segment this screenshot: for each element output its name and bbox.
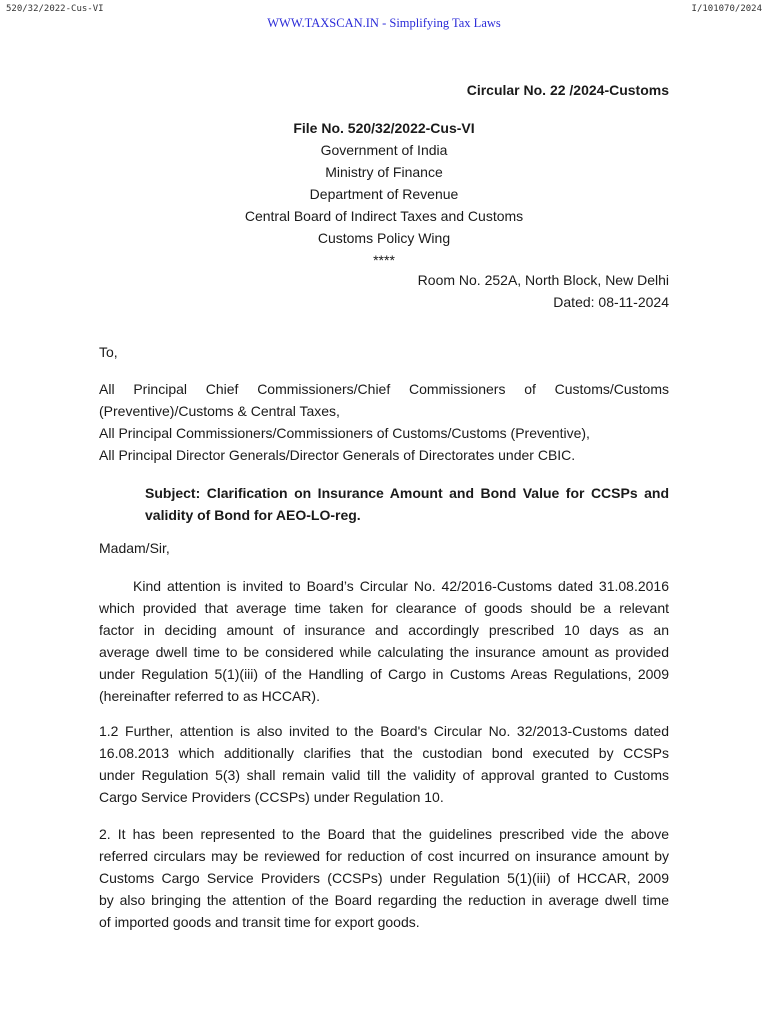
addressee-line: All Principal Commissioners/Commissioners of Customs/Customs (Preventive), — [99, 425, 590, 441]
text-line: under Regulation 5(3) shall remain valid till the validity of approval granted to Customs — [99, 767, 669, 783]
text-line: which provided that average time taken for clearance of goods should be a relevant — [99, 600, 669, 616]
subject-line: Subject: Clarification on Insurance Amount and Bond Value for CCSPs and validity of Bond for AEO-LO-reg. — [145, 485, 669, 523]
authority-line: Customs Policy Wing — [317, 230, 451, 246]
text-line: Kind attention is invited to Board’s Circular No. 42/2016-Customs dated 31.08.2016 — [133, 578, 669, 594]
text-line: factor in deciding amount of insurance and accordingly prescribed 10 days as an — [99, 622, 669, 638]
text-line: (hereinafter referred to as HCCAR). — [99, 688, 320, 704]
paragraph-1-2 — [99, 720, 669, 808]
file-reference-header: 520/32/2022-Cus-VI — [6, 4, 104, 14]
text-line: 16.08.2013 which additionally clarifies that the custodian bond executed by CCSPs — [99, 745, 669, 761]
authority-line: Central Board of Indirect Taxes and Customs — [244, 208, 524, 224]
paragraph-2 — [99, 823, 669, 933]
text-line: average dwell time to be considered while calculating the insurance amount as provided — [99, 644, 669, 660]
room-address: Room No. 252A, North Block, New Delhi — [417, 272, 669, 288]
text-line: by also bringing the attention of the Board regarding the reduction in average dwell time — [99, 892, 669, 908]
authority-line: Department of Revenue — [309, 186, 459, 202]
text-line: 1.2 Further, attention is also invited to the Board's Circular No. 32/2013-Customs dated — [99, 723, 669, 739]
to-label: To, — [99, 344, 118, 360]
watermark-link[interactable]: WWW.TAXSCAN.IN - Simplifying Tax Laws — [267, 16, 501, 30]
separator-stars: **** — [373, 252, 395, 268]
date-line: Dated: 08-11-2024 — [553, 294, 669, 310]
text-line: Cargo Service Providers (CCSPs) under Regulation 10. — [99, 789, 444, 805]
text-line: Customs Cargo Service Providers (CCSPs) under Regulation 5(1)(iii) of HCCAR, 2009 — [99, 870, 669, 886]
circular-number: Circular No. 22 /2024-Customs — [466, 82, 669, 98]
salutation: Madam/Sir, — [99, 540, 170, 556]
issuing-authority-block — [99, 117, 669, 271]
text-line: referred circulars may be reviewed for reduction of cost incurred on insurance amount by — [99, 848, 669, 864]
addressee-line: All Principal Chief Commissioners/Chief Commissioners of Customs/Customs — [99, 381, 669, 397]
authority-line: Ministry of Finance — [325, 164, 443, 180]
paragraph-1 — [99, 575, 669, 707]
addressee-line: (Preventive)/Customs & Central Taxes, — [99, 403, 340, 419]
text-line: of imported goods and transit time for export goods. — [99, 914, 420, 930]
text-line: under Regulation 5(1)(iii) of the Handling of Cargo in Customs Areas Regulations, 2009 — [99, 666, 669, 682]
authority-line: Government of India — [320, 142, 448, 158]
file-number: File No. 520/32/2022-Cus-VI — [293, 120, 475, 136]
address-block — [418, 269, 669, 313]
addressee-list — [99, 378, 669, 466]
addressee-line: All Principal Director Generals/Director Generals of Directorates under CBIC. — [99, 447, 576, 463]
document-id-header: I/101070/2024 — [691, 4, 762, 14]
text-line: 2. It has been represented to the Board that the guidelines prescribed vide the above — [99, 826, 669, 842]
